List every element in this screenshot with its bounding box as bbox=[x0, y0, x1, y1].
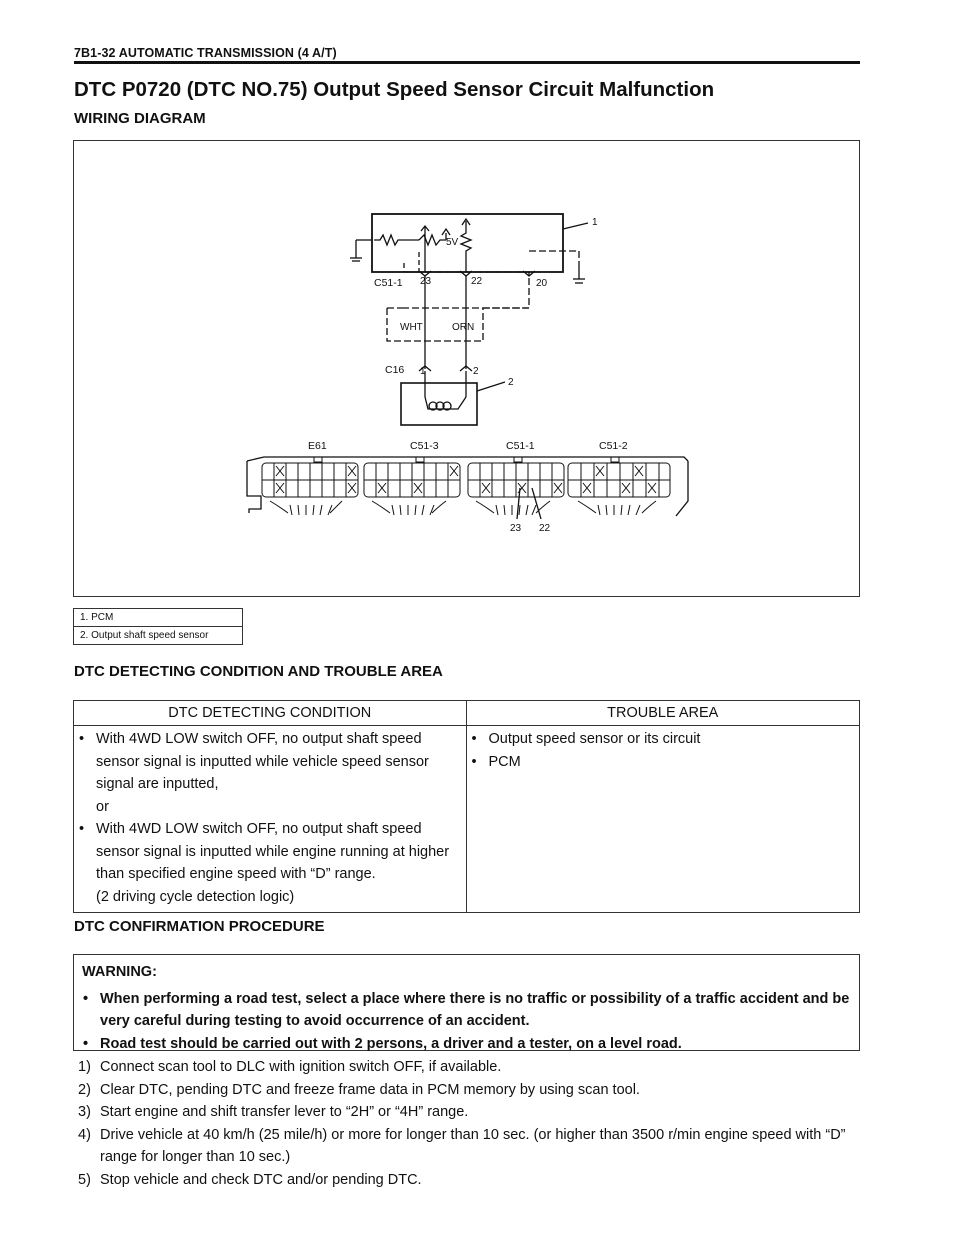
procedure-step bbox=[78, 1101, 863, 1124]
step-number: 5) bbox=[78, 1171, 91, 1188]
conn-e61-label: E61 bbox=[308, 440, 327, 452]
step-text: Drive vehicle at 40 km/h (25 mile/h) or more for longer than 10 sec. (or higher than 3500 r/min engine speed with “D” range for longer than 10 sec.) bbox=[100, 1126, 846, 1165]
procedure-step bbox=[78, 1169, 863, 1192]
dtc-confirmation-heading: DTC CONFIRMATION PROCEDURE bbox=[74, 918, 325, 935]
wiring-diagram-heading: WIRING DIAGRAM bbox=[74, 110, 206, 127]
conn-c51-1-label: C51-1 bbox=[506, 440, 535, 452]
warning-label: WARNING: bbox=[82, 964, 157, 980]
page-header: 7B1-32 AUTOMATIC TRANSMISSION (4 A/T) bbox=[74, 46, 337, 60]
warning-box bbox=[73, 954, 860, 1051]
condition-bullet-2: With 4WD LOW switch OFF, no output shaft speed sensor signal is inputted while engine running at higher than specified engine speed with “D” range. bbox=[96, 821, 450, 882]
trouble-area-2: PCM bbox=[488, 753, 521, 770]
pin-20-label: 20 bbox=[536, 278, 548, 289]
step-number: 4) bbox=[78, 1126, 91, 1143]
warning-item-2: Road test should be carried out with 2 persons, a driver and a tester, on a level road. bbox=[100, 1035, 682, 1052]
dtc-trouble-cell bbox=[466, 726, 860, 913]
dtc-header-trouble-area: TROUBLE AREA bbox=[466, 701, 860, 726]
page-title: DTC P0720 (DTC NO.75) Output Speed Sensor Circuit Malfunction bbox=[74, 78, 715, 101]
wire-orn-label: ORN bbox=[452, 322, 475, 333]
bullet-icon: • bbox=[471, 731, 477, 747]
pin-23-label: 23 bbox=[420, 276, 432, 287]
dtc-condition-cell bbox=[74, 726, 467, 913]
procedure-steps bbox=[78, 1056, 863, 1191]
wiring-diagram bbox=[73, 140, 860, 597]
diagram-legend bbox=[73, 608, 243, 645]
pin-22-label: 22 bbox=[471, 276, 483, 287]
dtc-condition-heading: DTC DETECTING CONDITION AND TROUBLE AREA bbox=[74, 663, 443, 680]
step-text: Stop vehicle and check DTC and/or pending DTC. bbox=[100, 1171, 422, 1188]
step-number: 2) bbox=[78, 1081, 91, 1098]
bottom-pin-23: 23 bbox=[510, 523, 522, 534]
pcm-box bbox=[372, 214, 563, 272]
sensor-pin-2: 2 bbox=[473, 366, 479, 377]
connector-sensor-label: C16 bbox=[385, 364, 405, 376]
procedure-step bbox=[78, 1124, 863, 1169]
step-text: Clear DTC, pending DTC and freeze frame data in PCM memory by using scan tool. bbox=[100, 1081, 640, 1098]
warning-item-1: When performing a road test, select a place where there is no traffic or possibility of a traffic accident and be very careful during testing to avoid occurrence of an accident. bbox=[100, 990, 850, 1029]
bullet-icon: • bbox=[79, 731, 85, 747]
connector-pcm-label: C51-1 bbox=[374, 277, 403, 289]
condition-or: or bbox=[96, 798, 109, 815]
condition-bullet-1: With 4WD LOW switch OFF, no output shaft speed sensor signal is inputted while vehicle speed sensor signal are inputted, bbox=[96, 731, 429, 792]
wire-wht-label: WHT bbox=[400, 322, 423, 333]
legend-item-pcm: 1. PCM bbox=[74, 609, 243, 627]
voltage-label: 5V bbox=[446, 237, 459, 248]
sensor-pin-1: 1 bbox=[420, 366, 426, 377]
conn-c51-2-label: C51-2 bbox=[599, 440, 628, 452]
step-text: Start engine and shift transfer lever to “2H” or “4H” range. bbox=[100, 1104, 469, 1120]
trouble-area-1: Output speed sensor or its circuit bbox=[488, 731, 701, 747]
step-number: 1) bbox=[78, 1059, 91, 1075]
callout-2: 2 bbox=[508, 377, 514, 388]
procedure-step bbox=[78, 1056, 863, 1079]
bullet-icon: • bbox=[79, 821, 85, 837]
procedure-step bbox=[78, 1079, 863, 1102]
callout-1: 1 bbox=[592, 217, 598, 228]
bottom-pin-22: 22 bbox=[539, 523, 551, 534]
legend-item-sensor: 2. Output shaft speed sensor bbox=[74, 627, 243, 645]
dtc-table bbox=[73, 700, 860, 913]
step-number: 3) bbox=[78, 1104, 91, 1120]
bullet-icon: • bbox=[471, 753, 477, 770]
dtc-header-condition: DTC DETECTING CONDITION bbox=[74, 701, 467, 726]
step-text: Connect scan tool to DLC with ignition switch OFF, if available. bbox=[100, 1059, 502, 1075]
header-rule bbox=[74, 61, 860, 64]
conn-c51-3-label: C51-3 bbox=[410, 440, 439, 452]
bullet-icon: • bbox=[83, 990, 89, 1007]
condition-note: (2 driving cycle detection logic) bbox=[96, 888, 295, 905]
bullet-icon: • bbox=[83, 1035, 89, 1052]
